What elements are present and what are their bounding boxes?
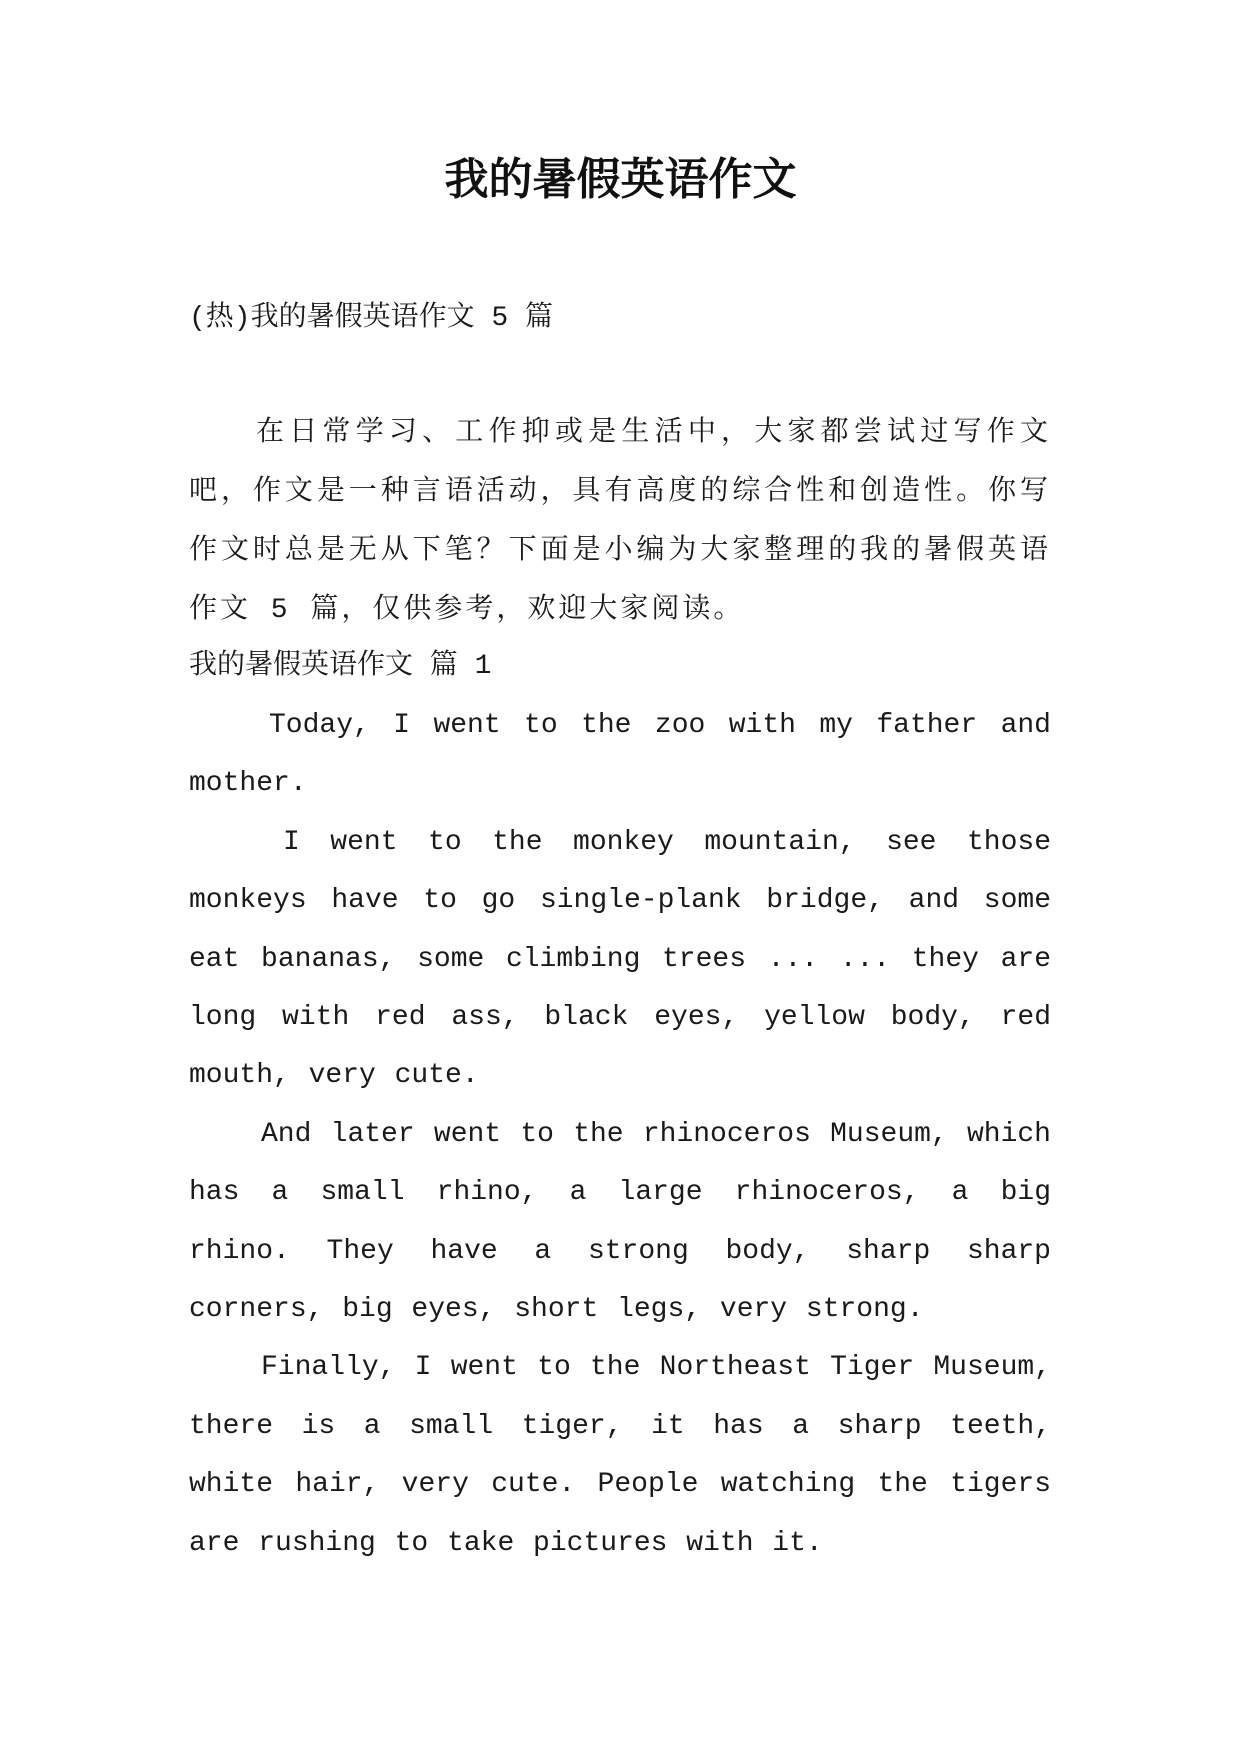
essay-paragraph: I went to the monkey mountain, see those monkeys have to go single-plank bridge, and some eat bananas, some climbing trees ... ... they are long with red ass, black eyes, yellow body, red mouth, very cute. — [189, 826, 1051, 1092]
document-title: 我的暑假英语作文 — [444, 154, 797, 205]
essay-paragraph: Today, I went to the zoo with my father and mother. — [189, 710, 1051, 800]
essay-body — [189, 697, 1051, 1573]
intro-paragraph: 在日常学习、工作抑或是生活中，大家都尝试过写作文吧，作文是一种言语活动，具有高度的综合性和创造性。你写作文时总是无从下笔？下面是小编为大家整理的我的暑假英语作文 5 篇，仅供参考，欢迎大家阅读。 — [189, 418, 1051, 626]
essay-paragraph: Finally, I went to the Northeast Tiger Museum, there is a small tiger, it has a sharp teeth, white hair, very cute. People watching the tigers are rushing to take pictures with it. — [189, 1352, 1051, 1559]
section-heading: 我的暑假英语作文 篇 1 — [189, 651, 492, 682]
document-subtitle: (热)我的暑假英语作文 5 篇 — [189, 303, 554, 334]
essay-paragraph: And later went to the rhinoceros Museum, which has a small rhino, a large rhinoceros, a big rhino. They have a strong body, sharp sharp corners, big eyes, short legs, very strong. — [189, 1118, 1051, 1326]
